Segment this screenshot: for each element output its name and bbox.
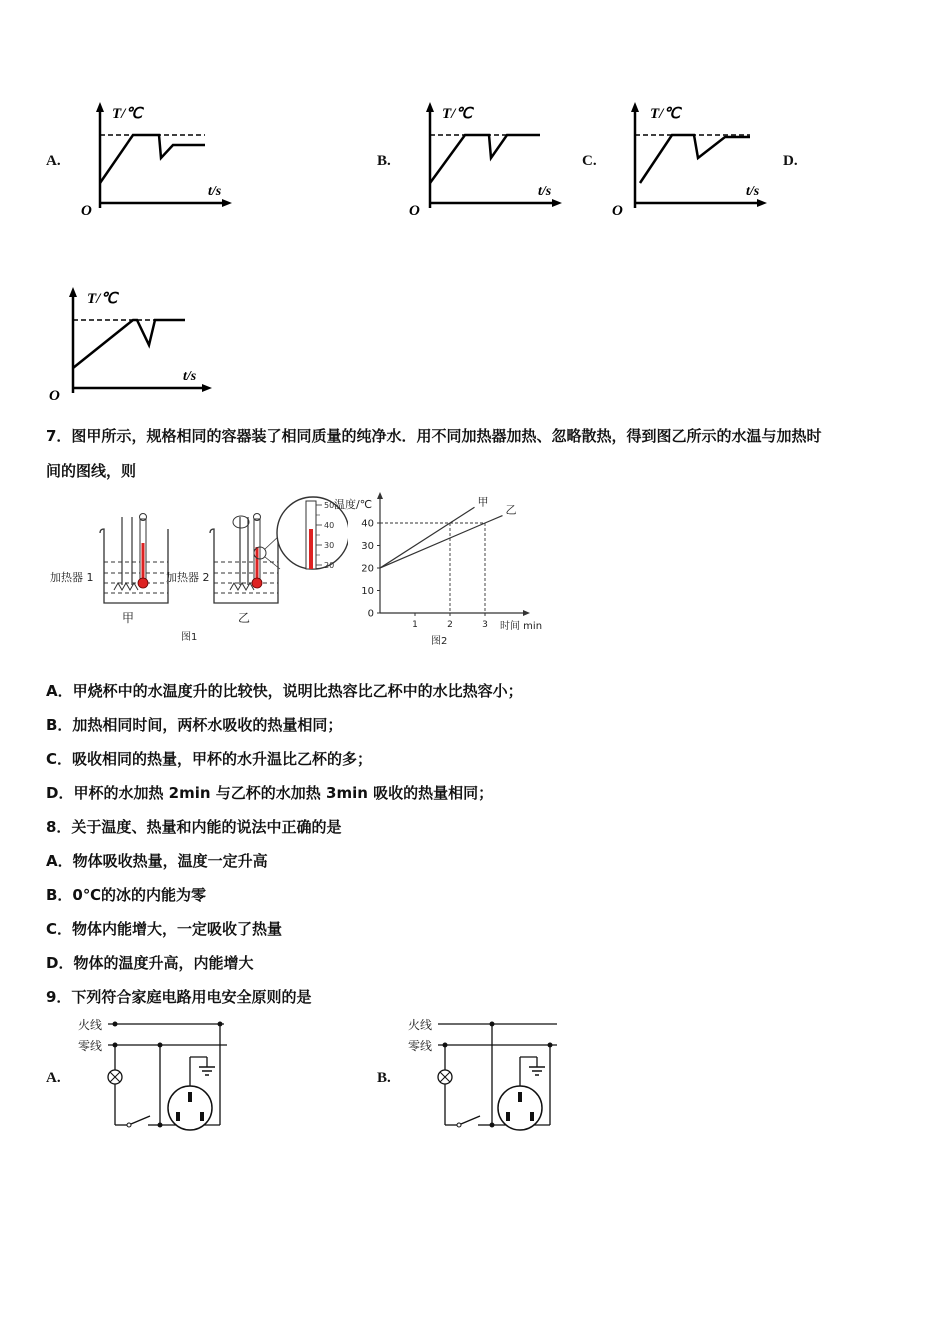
figure-2-chart [330,488,560,650]
y-arrow [96,102,104,112]
figure-1-caption: 图1 [181,632,198,643]
y-arrow [631,102,639,112]
x-tick-label: 2 [447,620,453,630]
q7-option-b: B．加热相同时间，两杯水吸收的热量相同； [46,716,343,734]
option-label-d: D. [783,153,798,169]
q9-option-label-b: B. [377,1070,391,1086]
q9-option-label-a: A. [46,1070,61,1086]
y-axis-label: T/℃ [112,106,143,122]
x-axis-label: t/s [746,184,760,199]
y-axis-label: T/℃ [87,291,118,307]
temperature-curve [73,320,185,368]
y-arrow [426,102,434,112]
beaker-1 [100,514,168,604]
series-label-yi: 乙 [505,503,517,517]
chart-y-arrow [377,492,383,499]
chart-title: 图2 [431,636,448,647]
stirrer-icon [233,516,249,528]
x-arrow [757,199,767,207]
x-axis-label: t/s [183,369,197,384]
q8-option-b: B．0℃的冰的内能为零 [46,886,207,904]
beaker-1-label: 甲 [122,611,135,625]
q7-option-d: D．甲杯的水加热 2min 与乙杯的水加热 3min 吸收的热量相同； [46,784,494,802]
temperature-curve [430,135,540,183]
y-tick-label: 0 [367,608,374,620]
graph-option-c [610,98,780,223]
graph-option-b [405,98,575,223]
y-tick-label: 10 [361,586,374,597]
y-tick-label: 40 [361,518,374,530]
live-wire-label: 火线 [78,1018,103,1032]
graph-option-a [75,98,245,223]
circuit-option-b [402,1012,572,1142]
q7-stem-line2: 间的图线，则 [46,462,137,480]
chart-y-label: 温度/℃ [334,498,373,511]
x-axis-label: t/s [538,184,552,199]
q8-stem: 8．关于温度、热量和内能的说法中正确的是 [46,818,342,836]
x-tick-label: 3 [482,620,488,630]
y-tick-label: 30 [361,541,374,552]
option-label-b: B. [377,153,391,169]
temperature-curve [100,135,205,183]
graph-option-d [45,283,215,408]
heater-2-label: 加热器 2 [166,571,210,584]
x-arrow [552,199,562,207]
chart-x-label: 时间 min [500,621,543,632]
beaker-2 [210,514,280,604]
beaker-2-label: 乙 [238,611,251,625]
q8-option-a: A．物体吸收热量，温度一定升高 [46,852,268,870]
origin-label: O [409,203,420,219]
chart-x-arrow [523,610,530,616]
heater-coil-1 [114,583,138,590]
thermo-tick-50: 50 [324,501,335,510]
x-arrow [222,199,232,207]
live-wire-label: 火线 [408,1018,433,1032]
x-tick-label: 1 [412,620,418,630]
x-arrow [202,384,212,392]
q7-option-a: A．甲烧杯中的水温度升的比较快，说明比热容比乙杯中的水比热容小； [46,682,523,700]
switch-icon [461,1116,480,1124]
q8-option-c: C．物体内能增大，一定吸收了热量 [46,920,283,938]
q7-option-c: C．吸收相同的热量，甲杯的水升温比乙杯的多； [46,750,373,768]
option-label-c: C. [582,153,597,169]
origin-label: O [81,203,92,219]
heater-1-label: 加热器 1 [50,571,94,584]
origin-label: O [612,203,623,219]
q9-stem: 9．下列符合家庭电路用电安全原则的是 [46,988,312,1006]
circuit-option-a [72,1012,242,1142]
y-arrow [69,287,77,297]
thermo-tick-40: 40 [324,521,335,530]
series-line-jia [380,507,475,568]
thermo-tick-20: 20 [324,561,335,570]
y-axis-label: T/℃ [650,106,681,122]
option-label-a: A. [46,153,61,169]
origin-label: O [49,388,60,404]
y-axis-label: T/℃ [442,106,473,122]
series-label-jia: 甲 [477,495,489,509]
switch-icon [131,1116,150,1124]
neutral-wire-label: 零线 [408,1039,433,1053]
temperature-curve [640,135,750,183]
x-axis-label: t/s [208,184,222,199]
figure-1-beakers [48,495,348,650]
neutral-wire-label: 零线 [78,1039,103,1053]
heater-coil-2 [230,583,254,590]
q7-stem-line1: 7．图甲所示，规格相同的容器装了相同质量的纯净水．用不同加热器加热、忽略散热，得到图乙所示的水温与加热时 [46,427,822,445]
y-tick-label: 20 [361,563,374,575]
q8-option-d: D．物体的温度升高，内能增大 [46,954,254,972]
thermo-tick-30: 30 [324,541,335,550]
